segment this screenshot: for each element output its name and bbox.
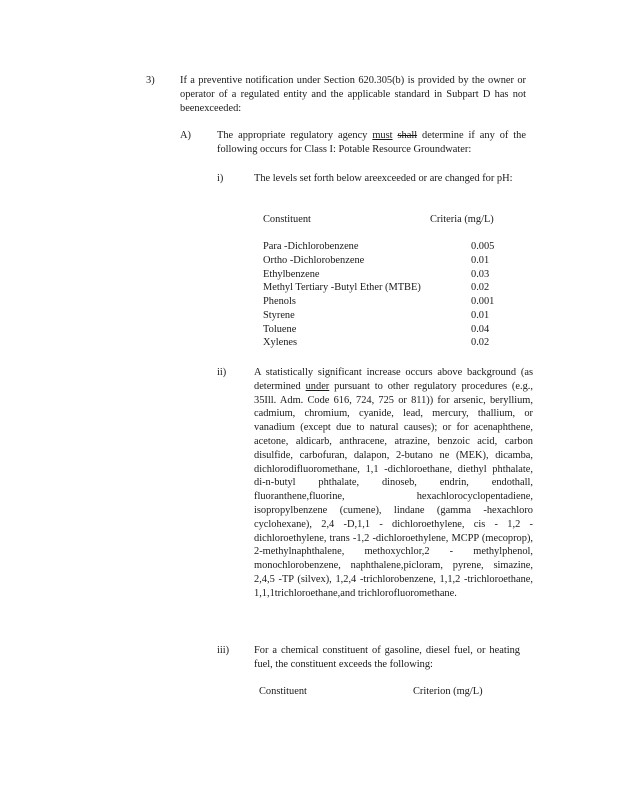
- constituent-name: Styrene: [263, 309, 295, 321]
- constituent-criteria-value: 0.03: [471, 268, 490, 280]
- item-ii-number: ii): [217, 367, 227, 378]
- constituent-criteria-value: 0.01: [471, 254, 490, 266]
- table-2-header-constituent: Constituent: [259, 686, 307, 697]
- item-3-text: If a preventive notification under Section 620.305(b) is provided by the owner or operator of a regulated entity and the applicable standard in Subpart D has not beenexceeded:: [180, 75, 526, 114]
- item-i-number: i): [217, 173, 224, 184]
- item-a-number: A): [180, 130, 191, 141]
- constituent-name: Para -Dichlorobenzene: [263, 241, 359, 252]
- table-1-row: [263, 323, 523, 337]
- constituent-criteria-value: 0.02: [471, 337, 490, 349]
- table-2-header: [259, 685, 519, 699]
- table-1-row: [263, 268, 523, 282]
- constituent-criteria-value: 0.04: [471, 323, 490, 335]
- table-1-row: [263, 281, 523, 295]
- constituent-criteria-value: 0.02: [471, 282, 490, 294]
- inserted-text: must: [372, 130, 393, 141]
- table-1-header: [263, 213, 523, 227]
- constituent-name: Ethylbenzene: [263, 268, 320, 280]
- constituent-criteria-value: 0.01: [471, 309, 490, 321]
- item-iii-text: For a chemical constituent of gasoline, diesel fuel, or heating fuel, the constituent exceeds the following:: [254, 645, 520, 670]
- item-3-number: 3): [146, 75, 155, 86]
- constituent-name: Phenols: [263, 296, 296, 307]
- table-1-row: [263, 336, 523, 350]
- item-a-text: The appropriate regulatory agency must shall determine if any of the following occurs for Class I: Potable Resource Groundwater:: [217, 130, 526, 155]
- table-1-row: [263, 254, 523, 268]
- item-ii-text: A statistically significant increase occurs above background (as determined under pursuant to other regulatory procedures (e.g., 35Ill. Adm. Code 616, 724, 725 or 811)) for arsenic, beryllium, cadmium, chromium, cyanide, lead, mercury, thallium, or vanadium (except due to natural causes); or for acenaphthene, acetone, aldicarb, anthracene, atrazine, benzoic acid, carbon disulfide, carbofuran, dalapon, 2-butano ne (MEK), dicamba, dichlorodifluoromethane, 1,1 -dichloroethane, diethyl phthalate, di-n-butyl phthalate, dinoseb, endrin, endothall, fluoranthene,fluorine, hexachlorocyclopentadiene, isopropylbenzene (cumene), lindane (gamma -hexachloro cyclohexane), 2,4 -D,1,1 - dichloroethylene, cis - 1,2 - dichloroethylene, trans -1,2 -dichloroethylene, MCPP (mecoprop), 2-methylnaphthalene, methoxychlor,2 - methylphenol, monochlorobenzene, naphthalene,picloram, pyrene, simazine, 2,4,5 -TP (silvex), 1,2,4 -trichlorobenzene, 1,1,2 -trichloroethane, 1,1,1trichloroethane,and trichlorofluoromethane.: [254, 367, 533, 599]
- table-1-row: [263, 295, 523, 309]
- table-1-row: [263, 309, 523, 323]
- constituent-criteria-value: 0.005: [471, 241, 495, 252]
- constituent-name: Ortho -Dichlorobenzene: [263, 254, 365, 266]
- constituent-name: Methyl Tertiary -Butyl Ether (MTBE): [263, 282, 421, 294]
- deleted-text: shall: [397, 130, 418, 141]
- constituent-name: Toluene: [263, 323, 297, 335]
- table-1-header-criteria: Criteria (mg/L): [430, 214, 494, 225]
- constituent-name: Xylenes: [263, 337, 298, 349]
- table-1-header-constituent: Constituent: [263, 214, 311, 225]
- table-2-header-criterion: Criterion (mg/L): [413, 686, 483, 697]
- inserted-text: under: [305, 380, 330, 392]
- table-1-row: [263, 240, 523, 254]
- item-iii-number: iii): [217, 645, 230, 656]
- constituent-criteria-value: 0.001: [471, 296, 495, 307]
- item-i-text: The levels set forth below areexceeded or are changed for pH:: [254, 173, 513, 184]
